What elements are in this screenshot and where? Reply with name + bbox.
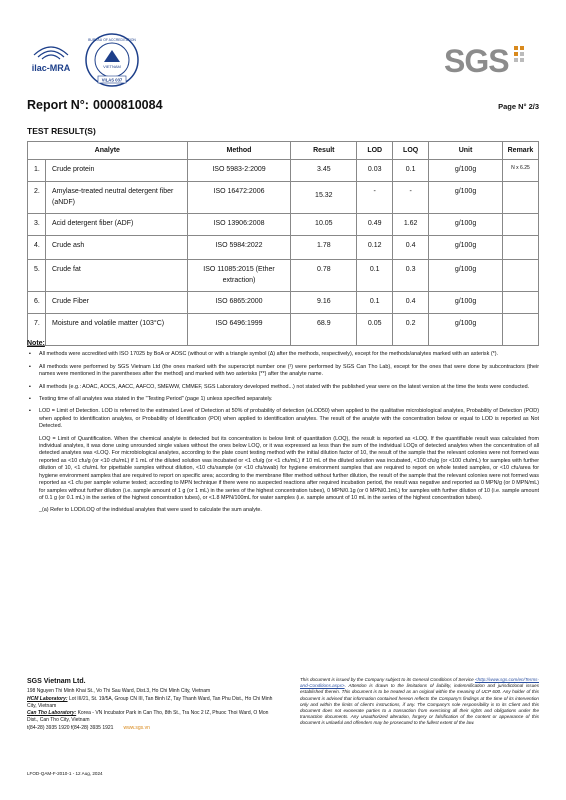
row-number: 2. — [28, 182, 46, 214]
header-result: Result — [291, 142, 357, 160]
sum-note: _(a) Refer to LOD/LOQ of the individual analytes that were used to calculate the sum analyte. — [39, 507, 262, 514]
row-method: ISO 5984:2022 — [187, 236, 291, 260]
row-method: ISO 13906:2008 — [187, 214, 291, 236]
row-method: ISO 6496:1999 — [187, 314, 291, 346]
table-header-row — [28, 142, 539, 160]
footer-address — [27, 678, 277, 732]
row-analyte: Acid detergent fiber (ADF) — [45, 214, 187, 236]
row-loq: 0.4 — [393, 236, 429, 260]
terms-link[interactable]: <http://www.sgs.com/en/Terms-and-Conditions.aspx> — [300, 677, 539, 689]
sgs-logo — [440, 40, 526, 80]
note-text: LOD = Limit of Detection. LOD is referred to the estimated Level of Detection at 50% of probability of detection (eLOD50) when applied to the qualitative microbiological analytes, Probability of Detection (POD) when applied to identification analytes, or Probability of Identification (POI) when applied to identification analytes. The result of the analyte with the concentration below or equal to LOD is reported as Not Detected. — [39, 408, 539, 430]
footer-disclaimer — [300, 677, 539, 727]
header-unit: Unit — [429, 142, 503, 160]
note-item — [27, 384, 539, 391]
header-analyte: Analyte — [28, 142, 188, 160]
ilac-mra-logo — [26, 35, 76, 85]
footer-hcm-lab — [27, 696, 277, 711]
row-unit: g/100g — [429, 260, 503, 292]
row-lod: 0.05 — [357, 314, 393, 346]
row-remark — [502, 292, 538, 314]
row-unit: g/100g — [429, 214, 503, 236]
row-loq: - — [393, 182, 429, 214]
row-number: 5. — [28, 260, 46, 292]
row-result: 9.16 — [291, 292, 357, 314]
row-unit: g/100g — [429, 182, 503, 214]
row-loq: 1.62 — [393, 214, 429, 236]
row-method: ISO 6865:2000 — [187, 292, 291, 314]
table-row — [28, 182, 539, 214]
page-number: Page N° 2/3 — [498, 102, 539, 111]
header-remark: Remark — [502, 142, 538, 160]
row-loq: 0.4 — [393, 292, 429, 314]
bullet-icon: ▪ — [29, 383, 31, 390]
results-table — [27, 141, 539, 346]
disclaimer-part1: This document is issued by the Company subject to its General Conditions of Service — [300, 677, 474, 682]
note-item — [27, 408, 539, 430]
note-text: Testing time of all analytes was stated in the "Testing Period" (page 1) unless specified separately. — [39, 396, 273, 403]
note-item — [27, 396, 539, 403]
footer-cantho-lab — [27, 710, 277, 725]
seal-country: VIETNAM — [103, 64, 121, 69]
row-result: 0.78 — [291, 260, 357, 292]
accreditation-logos — [26, 30, 140, 90]
row-lod: 0.12 — [357, 236, 393, 260]
row-result: 3.45 — [291, 160, 357, 182]
header-method: Method — [187, 142, 291, 160]
sgs-logo-text: SGS — [444, 43, 509, 79]
report-label: Report N°: — [27, 98, 89, 112]
cantho-lab-address: Korea - VN Incubator Park in Can Tho, 8th St., Tra Noc 2 IZ, Phuoc Thoi Ward, O Mon Dist., Can Tho City, Vietnam — [27, 710, 269, 724]
row-number: 7. — [28, 314, 46, 346]
row-loq: 0.1 — [393, 160, 429, 182]
table-row — [28, 292, 539, 314]
report-header — [27, 98, 539, 114]
bullet-icon: ▪ — [29, 408, 31, 415]
row-unit: g/100g — [429, 292, 503, 314]
row-analyte: Crude Fiber — [45, 292, 187, 314]
row-method: ISO 16472:2006 — [187, 182, 291, 214]
row-analyte: Crude protein — [45, 160, 187, 182]
row-result: 1.78 — [291, 236, 357, 260]
row-unit: g/100g — [429, 314, 503, 346]
row-number: 3. — [28, 214, 46, 236]
table-row — [28, 160, 539, 182]
row-remark — [502, 236, 538, 260]
footer-address-line: 198 Nguyen Thi Minh Khai St., Vo Thi Sau Ward, Dist.3, Ho Chi Minh City, Vietnam — [27, 688, 211, 695]
bullet-icon: ▪ — [29, 351, 31, 358]
document-reference: LFOD-QAM-F-2010-1 - 12 Aug, 2024 — [27, 771, 103, 776]
cantho-lab-label: Can Tho Laboratory: — [27, 710, 77, 717]
row-number: 1. — [28, 160, 46, 182]
header-loq: LOQ — [393, 142, 429, 160]
ilac-text: ilac-MRA — [31, 63, 71, 73]
row-lod: 0.1 — [357, 292, 393, 314]
row-remark — [502, 214, 538, 236]
row-result: 15.32 — [291, 182, 357, 214]
note-text: All methods (e.g.: AOAC, AOCS, AACC, AAFCO, SMEWW, CMMEF, SGS Laboratory developed method...) not stated with the published year were on the latest version at the time the tests were conducted. — [39, 383, 530, 390]
boa-seal-logo — [84, 32, 140, 88]
bullet-icon: ▪ — [29, 363, 31, 370]
header-lod: LOD — [357, 142, 393, 160]
row-unit: g/100g — [429, 236, 503, 260]
footer-contact — [27, 725, 277, 732]
row-loq: 0.2 — [393, 314, 429, 346]
table-row — [28, 214, 539, 236]
notes-section — [27, 340, 539, 520]
hcm-lab-label: HCM Laboratory: — [27, 695, 68, 702]
row-analyte: Amylase-treated neutral detergent fiber (aNDF) — [45, 182, 187, 214]
row-result: 10.05 — [291, 214, 357, 236]
footer-phone: t(84-28) 3935 1920 f(84-28) 3935 1921 — [27, 724, 114, 731]
row-lod: - — [357, 182, 393, 214]
loq-paragraph: LOQ = Limit of Quantification. When the chemical analyte is detected but its concentration is below limit of quantitation (LOQ), the result is reported as <LOQ. If the quantifiable result was calculated from individual analytes, it was done using unrounded single values without the ones below LOQ, or it was expressed as less than the sum of the individual LOQs of detected analytes when the concentration of all detected analytes was <LOQ. For microbiological analytes, according to the plate count testing method with the initial dilution factor of 10, the result of the sample that the relevant colonies were not formed was reported as <10 cfu/g (or <10 cfu/mL) if 1 mL of the diluted solution was incubated or <1 cfu/g (or <1 cfu/mL) if 10 mL of the diluted solution was incubated, <100 cfu/g (or <100 cfu/mL) for samples with further dilution of 10, <1 cfu/mL for pipettable samples without dilution, <10 cfu/sample (or <10 cfu/swab) for hygiene environment samples that are required to report on whole tested samples, or <10 cfu/area for hygiene environment samples that are required to report on specific area; according to the membrane filter method without further dilution, the result of the sample that the relevant colonies were not formed was reported as <1 cfu per sample volume tested; according to MPN technique if there were no suspected reactions after required incubation period, the result was negative and reported as 0 MPN/g (or 0 MPN/mL) for samples without further dilution (i.e. sample amount of 1 g (or 1 mL) in the series of the highest concentration tubes), 0 MPN/0.1g (or 0 MPN/0.1mL) for samples with further dilution of 10 (i.e. sample amount of 0.1 g (or 0.1 mL) in the series of the highest concentration tubes), or <1.8 MPN/100mL for water samples (i.e. sample amount of 10 mL in the series of the highest concentration tubes). — [39, 435, 539, 501]
notes-title: Note: — [27, 340, 45, 347]
hcm-lab-address: Lot III/21, St. 19/5A, Group CN III, Tan Binh IZ, Tay Thanh Ward, Tan Phu Dist., Ho Chi Minh City, Vietnam — [27, 695, 273, 709]
note-item — [27, 351, 539, 358]
row-method: ISO 11085:2015 (Ether extraction) — [187, 260, 291, 292]
footer-company: SGS Vietnam Ltd. — [27, 678, 86, 685]
row-analyte: Moisture and volatile matter (103°C) — [45, 314, 187, 346]
row-remark — [502, 260, 538, 292]
row-analyte: Crude ash — [45, 236, 187, 260]
bullet-icon: ▪ — [29, 396, 31, 403]
row-loq: 0.3 — [393, 260, 429, 292]
seal-code: VILAS 037 — [101, 77, 123, 83]
note-text: All methods were accredited with ISO 17025 by BoA or AOSC (without or with a triangle symbol (Δ) after the methods, respectively), except for the methods/analytes marked with an asterisk (*). — [39, 351, 499, 358]
seal-text: BUREAU OF ACCREDITATION — [88, 38, 136, 42]
row-method: ISO 5983-2:2009 — [187, 160, 291, 182]
row-lod: 0.1 — [357, 260, 393, 292]
report-number: 0000810084 — [93, 98, 163, 112]
table-row — [28, 236, 539, 260]
row-analyte: Crude fat — [45, 260, 187, 292]
note-item — [27, 364, 539, 379]
section-title: TEST RESULT(S) — [27, 126, 96, 136]
row-lod: 0.03 — [357, 160, 393, 182]
disclaimer-part2: . Attention is drawn to the limitations of liability, indemnification and jurisdictional issues established therein. This document is to be treated as an original within the meaning of UCP 600. Any holder of this document is advised that information contained hereon reflects the Company's findings at the time of its intervention only and within the limits of client's instructions, if any. The Company's sole responsibility is to its Client and this document does not exonerate parties to a transaction from exercising all their rights and obligations under the transaction documents. Any unauthorized alteration, forgery or falsification of the content or appearance of this document is unlawful and offenders may be prosecuted to the fullest extent of the law. — [300, 683, 539, 726]
row-remark: N x 6.25 — [502, 160, 538, 182]
row-remark — [502, 182, 538, 214]
row-unit: g/100g — [429, 160, 503, 182]
table-row — [28, 260, 539, 292]
row-number: 4. — [28, 236, 46, 260]
note-text: All methods were performed by SGS Vietnam Ltd (the ones marked with the superscript number one (¹) were performed by SGS Can Tho Lab), except for the ones that were done by subcontractors (their names were mentioned in the parentheses after the method) and marked with two asterisks (**) after the analyte name. — [39, 363, 539, 378]
row-result: 68.9 — [291, 314, 357, 346]
row-number: 6. — [28, 292, 46, 314]
row-lod: 0.49 — [357, 214, 393, 236]
footer-website[interactable]: www.sgs.vn — [123, 724, 150, 731]
